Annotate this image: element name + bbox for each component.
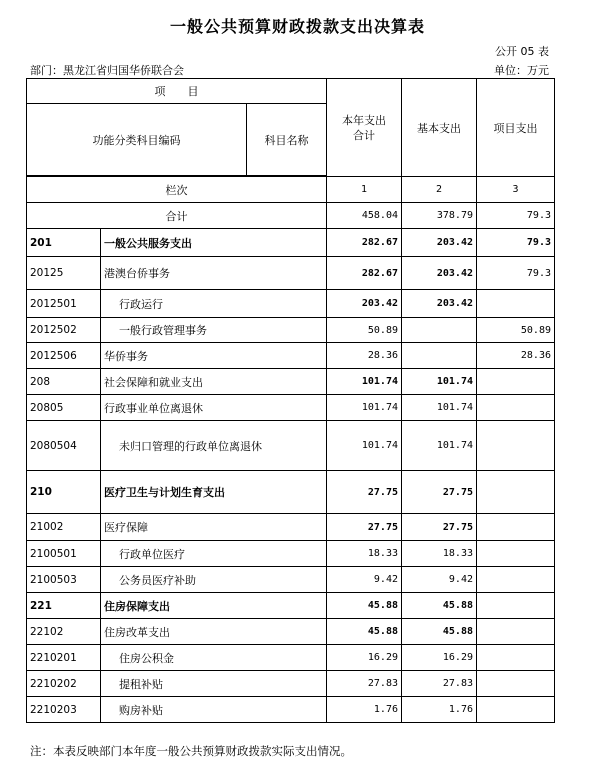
row-total: 101.74 bbox=[327, 421, 402, 471]
row-code: 2100501 bbox=[27, 541, 101, 567]
row-total: 16.29 bbox=[327, 645, 402, 671]
table-row bbox=[27, 257, 555, 290]
table-row bbox=[27, 395, 555, 421]
table-row bbox=[27, 343, 555, 369]
row-basic: 27.75 bbox=[402, 471, 477, 514]
header-row-1 bbox=[27, 79, 555, 104]
table-row bbox=[27, 697, 555, 723]
row-basic bbox=[402, 318, 477, 343]
row-total: 282.67 bbox=[327, 257, 402, 290]
row-total: 50.89 bbox=[327, 318, 402, 343]
row-name: 医疗卫生与计划生育支出 bbox=[101, 471, 327, 514]
row-project bbox=[477, 369, 555, 395]
table-row bbox=[27, 541, 555, 567]
seq-label: 栏次 bbox=[27, 177, 327, 203]
table-row bbox=[27, 229, 555, 257]
row-project bbox=[477, 395, 555, 421]
row-project bbox=[477, 541, 555, 567]
row-project bbox=[477, 619, 555, 645]
table-row bbox=[27, 645, 555, 671]
row-total: 282.67 bbox=[327, 229, 402, 257]
seq-c2: 2 bbox=[402, 177, 477, 203]
row-name: 未归口管理的行政单位离退休 bbox=[101, 421, 327, 471]
seq-row bbox=[27, 177, 555, 203]
header-item: 项 目 bbox=[27, 79, 327, 104]
row-code: 2080504 bbox=[27, 421, 101, 471]
row-basic: 1.76 bbox=[402, 697, 477, 723]
total-amount: 458.04 bbox=[327, 203, 402, 229]
row-project: 28.36 bbox=[477, 343, 555, 369]
seq-c3: 3 bbox=[477, 177, 555, 203]
table-row bbox=[27, 471, 555, 514]
row-code: 2012506 bbox=[27, 343, 101, 369]
row-total: 9.42 bbox=[327, 567, 402, 593]
total-row bbox=[27, 203, 555, 229]
row-total: 28.36 bbox=[327, 343, 402, 369]
row-basic bbox=[402, 343, 477, 369]
row-code: 20805 bbox=[27, 395, 101, 421]
row-name: 行政运行 bbox=[101, 290, 327, 318]
header-total-line2: 合计 bbox=[353, 128, 375, 142]
row-project bbox=[477, 567, 555, 593]
department-label: 部门：黑龙江省归国华侨联合会 bbox=[30, 64, 184, 77]
row-basic: 203.42 bbox=[402, 257, 477, 290]
table-row bbox=[27, 290, 555, 318]
row-code: 210 bbox=[27, 471, 101, 514]
row-name: 住房改革支出 bbox=[101, 619, 327, 645]
row-project: 79.3 bbox=[477, 257, 555, 290]
row-code: 21002 bbox=[27, 514, 101, 541]
row-name: 行政单位医疗 bbox=[101, 541, 327, 567]
table-row bbox=[27, 567, 555, 593]
table-row bbox=[27, 318, 555, 343]
row-code: 2100503 bbox=[27, 567, 101, 593]
row-code: 22102 bbox=[27, 619, 101, 645]
table-row bbox=[27, 514, 555, 541]
form-number: 公开 05 表 bbox=[495, 45, 549, 58]
row-code: 221 bbox=[27, 593, 101, 619]
row-total: 45.88 bbox=[327, 593, 402, 619]
row-name: 医疗保障 bbox=[101, 514, 327, 541]
row-code: 20125 bbox=[27, 257, 101, 290]
row-total: 203.42 bbox=[327, 290, 402, 318]
row-code: 2012502 bbox=[27, 318, 101, 343]
header-basic: 基本支出 bbox=[402, 79, 477, 177]
row-code: 201 bbox=[27, 229, 101, 257]
table-row bbox=[27, 619, 555, 645]
row-name: 住房公积金 bbox=[101, 645, 327, 671]
table-row bbox=[27, 421, 555, 471]
row-project bbox=[477, 697, 555, 723]
row-total: 27.75 bbox=[327, 514, 402, 541]
row-total: 101.74 bbox=[327, 395, 402, 421]
header-subject-name: 科目名称 bbox=[247, 104, 327, 176]
row-basic: 45.88 bbox=[402, 619, 477, 645]
expenditure-table bbox=[26, 78, 555, 723]
table-row bbox=[27, 593, 555, 619]
row-name: 提租补贴 bbox=[101, 671, 327, 697]
header-func-code: 功能分类科目编码 bbox=[27, 104, 247, 176]
row-total: 27.75 bbox=[327, 471, 402, 514]
row-project bbox=[477, 645, 555, 671]
row-basic: 203.42 bbox=[402, 229, 477, 257]
row-total: 101.74 bbox=[327, 369, 402, 395]
row-total: 18.33 bbox=[327, 541, 402, 567]
row-code: 208 bbox=[27, 369, 101, 395]
row-name: 一般公共服务支出 bbox=[101, 229, 327, 257]
unit-label: 单位：万元 bbox=[494, 64, 549, 77]
total-basic: 378.79 bbox=[402, 203, 477, 229]
row-basic: 16.29 bbox=[402, 645, 477, 671]
row-name: 购房补贴 bbox=[101, 697, 327, 723]
row-total: 27.83 bbox=[327, 671, 402, 697]
total-label: 合计 bbox=[27, 203, 327, 229]
row-project: 50.89 bbox=[477, 318, 555, 343]
row-project bbox=[477, 593, 555, 619]
total-project: 79.3 bbox=[477, 203, 555, 229]
row-code: 2012501 bbox=[27, 290, 101, 318]
row-basic: 101.74 bbox=[402, 369, 477, 395]
row-name: 住房保障支出 bbox=[101, 593, 327, 619]
header-total bbox=[327, 79, 402, 177]
row-basic: 45.88 bbox=[402, 593, 477, 619]
row-code: 2210203 bbox=[27, 697, 101, 723]
row-basic: 203.42 bbox=[402, 290, 477, 318]
table-row bbox=[27, 369, 555, 395]
row-project: 79.3 bbox=[477, 229, 555, 257]
row-project bbox=[477, 290, 555, 318]
row-name: 公务员医疗补助 bbox=[101, 567, 327, 593]
row-code: 2210201 bbox=[27, 645, 101, 671]
header-project: 项目支出 bbox=[477, 79, 555, 177]
row-project bbox=[477, 671, 555, 697]
row-basic: 101.74 bbox=[402, 395, 477, 421]
page-title: 一般公共预算财政拨款支出决算表 bbox=[169, 17, 425, 36]
row-name: 行政事业单位离退休 bbox=[101, 395, 327, 421]
row-basic: 27.75 bbox=[402, 514, 477, 541]
row-basic: 27.83 bbox=[402, 671, 477, 697]
footnote: 注：本表反映部门本年度一般公共预算财政拨款实际支出情况。 bbox=[30, 744, 352, 758]
header-total-line1: 本年支出 bbox=[342, 113, 386, 127]
row-project bbox=[477, 421, 555, 471]
row-project bbox=[477, 471, 555, 514]
row-basic: 18.33 bbox=[402, 541, 477, 567]
row-name: 华侨事务 bbox=[101, 343, 327, 369]
row-name: 社会保障和就业支出 bbox=[101, 369, 327, 395]
row-basic: 101.74 bbox=[402, 421, 477, 471]
row-name: 一般行政管理事务 bbox=[101, 318, 327, 343]
table-row bbox=[27, 671, 555, 697]
row-name: 港澳台侨事务 bbox=[101, 257, 327, 290]
row-total: 1.76 bbox=[327, 697, 402, 723]
row-project bbox=[477, 514, 555, 541]
row-code: 2210202 bbox=[27, 671, 101, 697]
row-total: 45.88 bbox=[327, 619, 402, 645]
seq-c1: 1 bbox=[327, 177, 402, 203]
row-basic: 9.42 bbox=[402, 567, 477, 593]
